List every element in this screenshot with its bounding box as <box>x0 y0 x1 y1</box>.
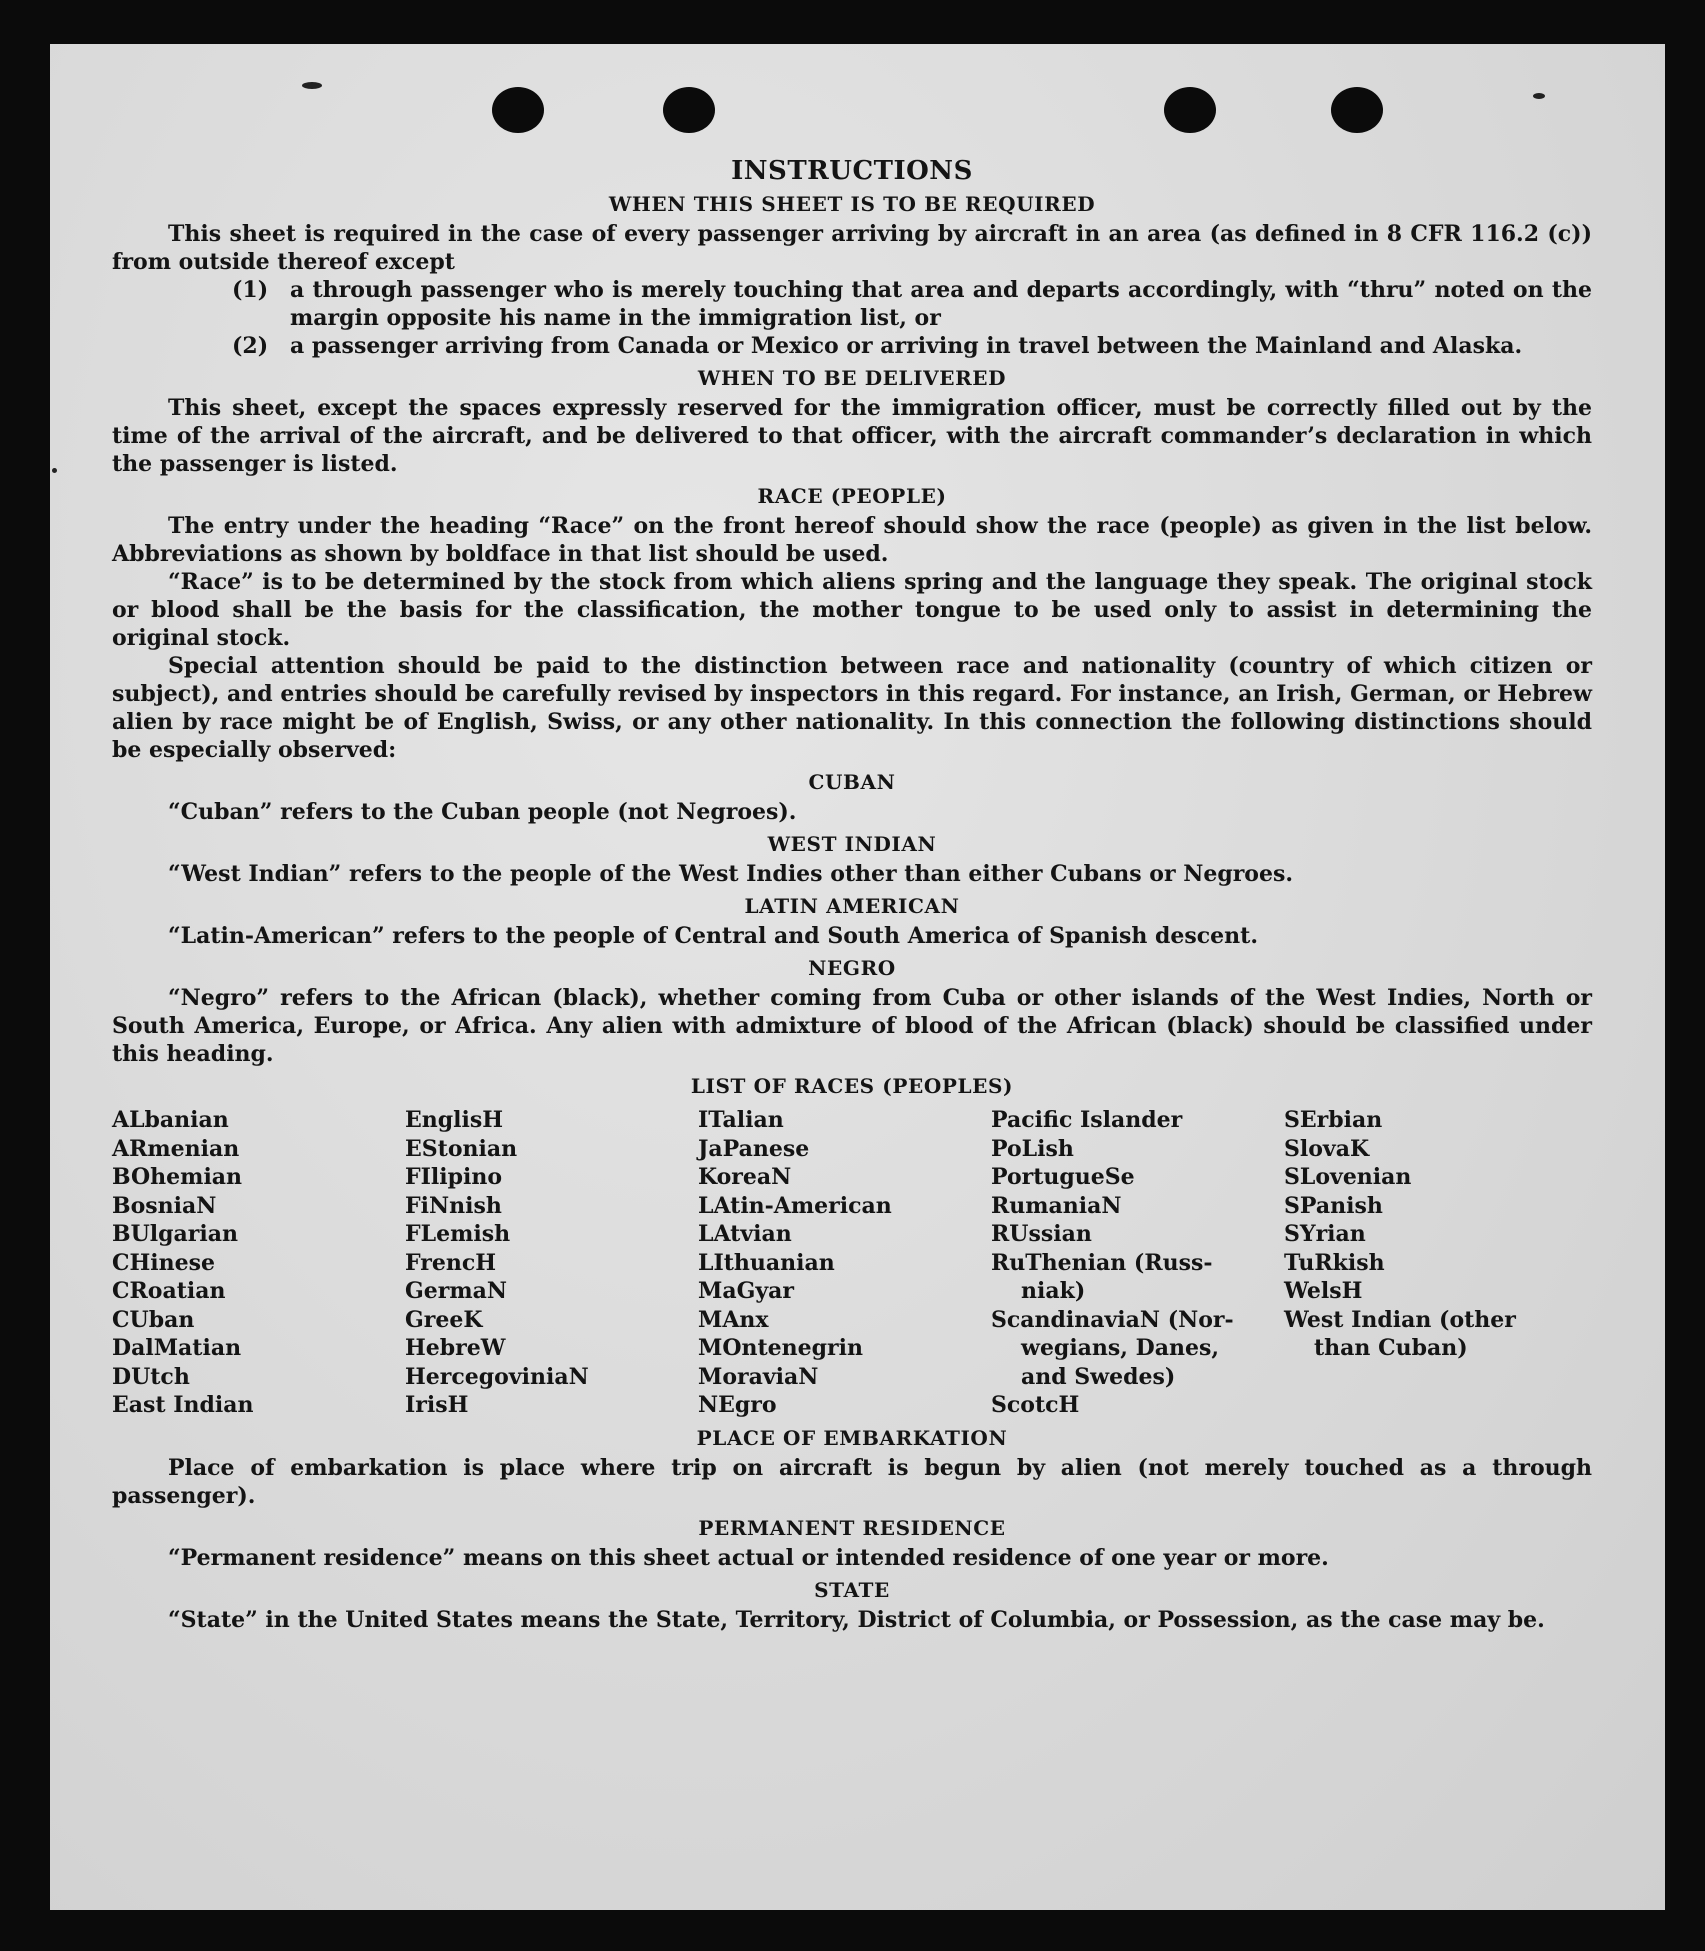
embarkation-text: Place of embarkation is place where trip on aircraft is begun by alien (not merely touched as a through passenger). <box>112 1454 1592 1509</box>
negro-text: “Negro” refers to the African (black), whether coming from Cuba or other islands of the West Indies, North or South America, Europe, or Africa. Any alien with admixture of blood of the African (black) should be classified under this heading. <box>112 985 1592 1067</box>
races-table <box>112 1106 1592 1420</box>
race-paragraph: Special attention should be paid to the distinction between race and nationality (country of which citizen or subject), and entries should be carefully revised by inspectors in this regard. For instance, an Irish, German, or Hebrew alien by race might be of English, Swiss, or any other nationality. In this connection the following distinctions should be especially observed: <box>112 653 1592 763</box>
race-entry: CUban <box>112 1306 195 1333</box>
race-entry: BOhemian <box>112 1164 243 1190</box>
race-entry: EStonian <box>405 1135 518 1162</box>
race-entry: DalMatian <box>112 1335 242 1361</box>
race-paragraph: The entry under the heading “Race” on the front hereof should show the race (people) as given in the list below. Abbreviations as shown by boldface in that list should be used. <box>112 513 1592 567</box>
required-intro: This sheet is required in the case of every passenger arriving by aircraft in an area (as defined in 8 CFR 116.2 (c)) from outside thereof except <box>112 221 1592 275</box>
race-entry: PortugueSe <box>991 1164 1135 1190</box>
race-column <box>698 1106 991 1420</box>
section-heading-delivered: WHEN TO BE DELIVERED <box>697 366 1007 390</box>
race-entry: CRoatian <box>112 1278 226 1304</box>
section-heading-cuban: CUBAN <box>808 770 896 794</box>
race-entry: MOntenegrin <box>698 1335 863 1361</box>
race-entry: TuRkish <box>1284 1249 1385 1276</box>
race-entry: FIlipino <box>405 1164 503 1190</box>
item-text: a through passenger who is merely touching that area and departs accordingly, with “thru” noted on the margin opposite his name in the immigration list, or <box>290 277 1592 331</box>
race-entry: SlovaK <box>1284 1135 1370 1162</box>
latin-american-text: “Latin-American” refers to the people of Central and South America of Spanish descent. <box>168 923 1258 949</box>
delivered-text: This sheet, except the spaces expressly reserved for the immigration officer, must be correctly filled out by the time of the arrival of the aircraft, and be delivered to that officer, with the aircraft commander’s declaration in which the passenger is listed. <box>112 395 1592 477</box>
race-entry: ScandinaviaN (Nor- <box>991 1306 1234 1333</box>
race-entry: MaGyar <box>698 1278 795 1304</box>
race-entry: SYrian <box>1284 1221 1366 1247</box>
race-entry: than Cuban) <box>1314 1335 1468 1361</box>
race-entry: Pacific Islander <box>991 1107 1183 1133</box>
race-entry: RuThenian (Russ- <box>991 1249 1213 1276</box>
race-entry: RUssian <box>991 1221 1092 1247</box>
exception-item <box>232 276 1592 332</box>
section-heading-embarkation: PLACE OF EMBARKATION <box>696 1425 1008 1450</box>
residence-text: “Permanent residence” means on this sheet actual or intended residence of one year or more. <box>168 1544 1329 1571</box>
instructions-body <box>112 156 1592 1634</box>
race-paragraph: “Race” is to be determined by the stock from which aliens spring and the language they speak. The original stock or blood shall be the basis for the classification, the mother tongue to be used only to assist in determining the original stock. <box>112 569 1592 651</box>
race-entry: JaPanese <box>698 1135 810 1162</box>
punch-hole <box>663 87 715 133</box>
west-indian-text: “West Indian” refers to the people of the West Indies other than either Cubans or Negroes. <box>168 861 1294 887</box>
speck <box>302 82 322 89</box>
race-entry: PoLish <box>991 1135 1074 1162</box>
race-entry: DUtch <box>112 1363 190 1390</box>
punch-hole <box>492 87 544 133</box>
race-entry: GreeK <box>405 1306 483 1333</box>
race-entry: NEgro <box>698 1392 777 1418</box>
item-number: (1) <box>232 277 269 303</box>
race-entry: IrisH <box>405 1392 469 1418</box>
punch-hole <box>1331 87 1383 133</box>
race-entry: GermaN <box>405 1278 508 1304</box>
race-entry: BosniaN <box>112 1192 217 1219</box>
race-column <box>991 1106 1284 1420</box>
cuban-text: “Cuban” refers to the Cuban people (not Negroes). <box>168 799 797 825</box>
race-entry: FiNnish <box>405 1192 502 1219</box>
race-entry: EnglisH <box>405 1107 504 1133</box>
race-column <box>112 1106 405 1420</box>
speck <box>52 468 57 473</box>
race-entry: WelsH <box>1284 1278 1363 1304</box>
race-entry: LAtvian <box>698 1221 792 1247</box>
race-entry: LIthuanian <box>698 1249 835 1276</box>
race-entry: niak) <box>1021 1278 1086 1304</box>
document-page <box>50 44 1665 1910</box>
race-entry: SLovenian <box>1284 1164 1412 1190</box>
race-entry: CHinese <box>112 1249 216 1276</box>
section-heading-state: STATE <box>814 1577 890 1602</box>
race-entry: MAnx <box>698 1306 769 1333</box>
section-heading-residence: PERMANENT RESIDENCE <box>698 1515 1006 1540</box>
section-heading-negro: NEGRO <box>808 956 896 980</box>
race-entry: HercegoviniaN <box>405 1363 589 1390</box>
race-entry: FrencH <box>405 1249 496 1276</box>
section-heading-latin-american: LATIN AMERICAN <box>744 894 960 918</box>
race-entry: West Indian (other <box>1284 1306 1516 1333</box>
race-entry: BUlgarian <box>112 1221 238 1247</box>
race-column <box>405 1106 698 1420</box>
race-entry: SPanish <box>1284 1192 1383 1219</box>
punch-hole <box>1164 87 1216 133</box>
race-entry: LAtin-American <box>698 1192 892 1219</box>
speck <box>1533 93 1545 99</box>
race-entry: SErbian <box>1284 1107 1383 1133</box>
race-entry: MoraviaN <box>698 1363 819 1390</box>
exception-item <box>232 332 1592 360</box>
section-heading-race: RACE (PEOPLE) <box>757 484 947 508</box>
section-heading-required: WHEN THIS SHEET IS TO BE REQUIRED <box>608 192 1096 216</box>
item-text: a passenger arriving from Canada or Mexico or arriving in travel between the Mainland and Alaska. <box>290 333 1523 359</box>
race-entry: FLemish <box>405 1221 511 1247</box>
item-number: (2) <box>232 333 269 359</box>
race-entry: HebreW <box>405 1335 506 1361</box>
race-entry: ALbanian <box>112 1107 229 1133</box>
section-heading-west-indian: WEST INDIAN <box>767 832 937 856</box>
race-entry: ScotcH <box>991 1392 1080 1418</box>
state-text: “State” in the United States means the State, Territory, District of Columbia, or Possession, as the case may be. <box>168 1606 1545 1633</box>
race-entry: East Indian <box>112 1392 254 1418</box>
race-entry: wegians, Danes, <box>1021 1335 1219 1361</box>
page-title: INSTRUCTIONS <box>731 156 973 186</box>
race-entry: and Swedes) <box>1021 1363 1176 1390</box>
race-entry: RumaniaN <box>991 1192 1122 1219</box>
race-entry: KoreaN <box>698 1164 792 1190</box>
race-entry: ITalian <box>698 1107 784 1133</box>
section-heading-list-of-races: LIST OF RACES (PEOPLES) <box>690 1074 1014 1098</box>
race-entry: ARmenian <box>112 1135 240 1162</box>
race-column <box>1284 1106 1577 1420</box>
